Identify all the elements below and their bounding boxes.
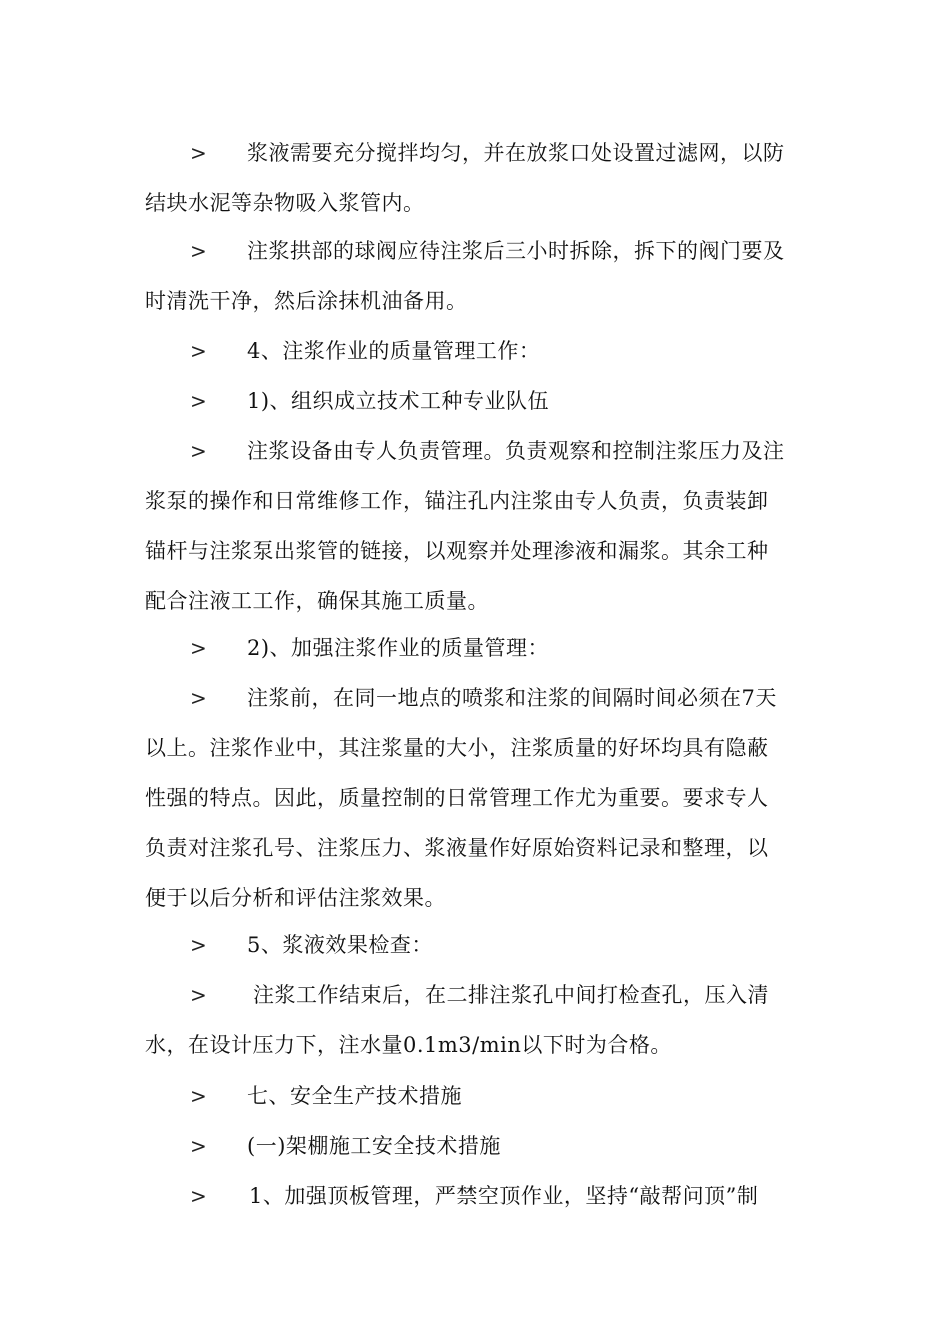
paragraph [145, 426, 810, 626]
bullet-marker: > [190, 141, 207, 165]
section-heading [145, 326, 810, 376]
paragraph-line: 浆液需要充分搅拌均匀，并在放浆口处设置过滤网，以防 [247, 141, 785, 165]
paragraph-line: 结块水泥等杂物吸入浆管内。 [145, 191, 425, 215]
paragraph-line: 5、浆液效果检查： [247, 933, 433, 957]
subsection-heading [145, 376, 810, 426]
bullet-marker: > [190, 983, 207, 1007]
bullet-marker: > [190, 686, 207, 710]
paragraph-line: 七、安全生产技术措施 [247, 1084, 462, 1108]
paragraph-line: 配合注液工工作，确保其施工质量。 [145, 589, 489, 613]
bullet-marker: > [190, 1084, 207, 1108]
paragraph-line: 注浆工作结束后，在二排注浆孔中间打检查孔，压入清 [253, 983, 769, 1007]
paragraph-line: 4、注浆作业的质量管理工作： [247, 339, 541, 363]
paragraph [145, 970, 810, 1070]
paragraph-line: 注浆设备由专人负责管理。负责观察和控制注浆压力及注 [247, 439, 785, 463]
paragraph-line: 浆泵的操作和日常维修工作，锚注孔内注浆由专人负责，负责装卸 [145, 489, 769, 513]
paragraph-line: 负责对注浆孔号、注浆压力、浆液量作好原始资料记录和整理，以 [145, 836, 769, 860]
paragraph [145, 128, 810, 228]
paragraph [145, 226, 810, 326]
bullet-marker: > [190, 389, 207, 413]
paragraph [145, 1171, 810, 1221]
paragraph-line: 时清洗干净，然后涂抹机油备用。 [145, 289, 468, 313]
section-heading [145, 920, 810, 970]
bullet-marker: > [190, 239, 207, 263]
paragraph-line: 2)、加强注浆作业的质量管理： [247, 636, 550, 660]
paragraph-line: 1、加强顶板管理，严禁空顶作业，坚持“敲帮问顶”制 [249, 1184, 759, 1208]
bullet-marker: > [190, 1184, 207, 1208]
bullet-marker: > [190, 1134, 207, 1158]
section-heading [145, 1071, 810, 1121]
paragraph-line: 1)、组织成立技术工种专业队伍 [247, 389, 550, 413]
paragraph-line: 水，在设计压力下，注水量0.1m3/min以下时为合格。 [145, 1033, 672, 1057]
paragraph-line: 锚杆与注浆泵出浆管的链接，以观察并处理渗液和漏浆。其余工种 [145, 539, 769, 563]
paragraph-line: 以上。注浆作业中，其注浆量的大小，注浆质量的好坏均具有隐蔽 [145, 736, 769, 760]
subsection-heading [145, 623, 810, 673]
paragraph-line: (一)架棚施工安全技术措施 [247, 1134, 501, 1158]
paragraph-line: 便于以后分析和评估注浆效果。 [145, 886, 446, 910]
paragraph-line: 注浆前，在同一地点的喷浆和注浆的间隔时间必须在7天 [247, 686, 777, 710]
paragraph [145, 673, 810, 923]
bullet-marker: > [190, 339, 207, 363]
bullet-marker: > [190, 439, 207, 463]
subsection-heading [145, 1121, 810, 1171]
bullet-marker: > [190, 933, 207, 957]
bullet-marker: > [190, 636, 207, 660]
paragraph-line: 性强的特点。因此，质量控制的日常管理工作尤为重要。要求专人 [145, 786, 769, 810]
paragraph-line: 注浆拱部的球阀应待注浆后三小时拆除，拆下的阀门要及 [247, 239, 785, 263]
